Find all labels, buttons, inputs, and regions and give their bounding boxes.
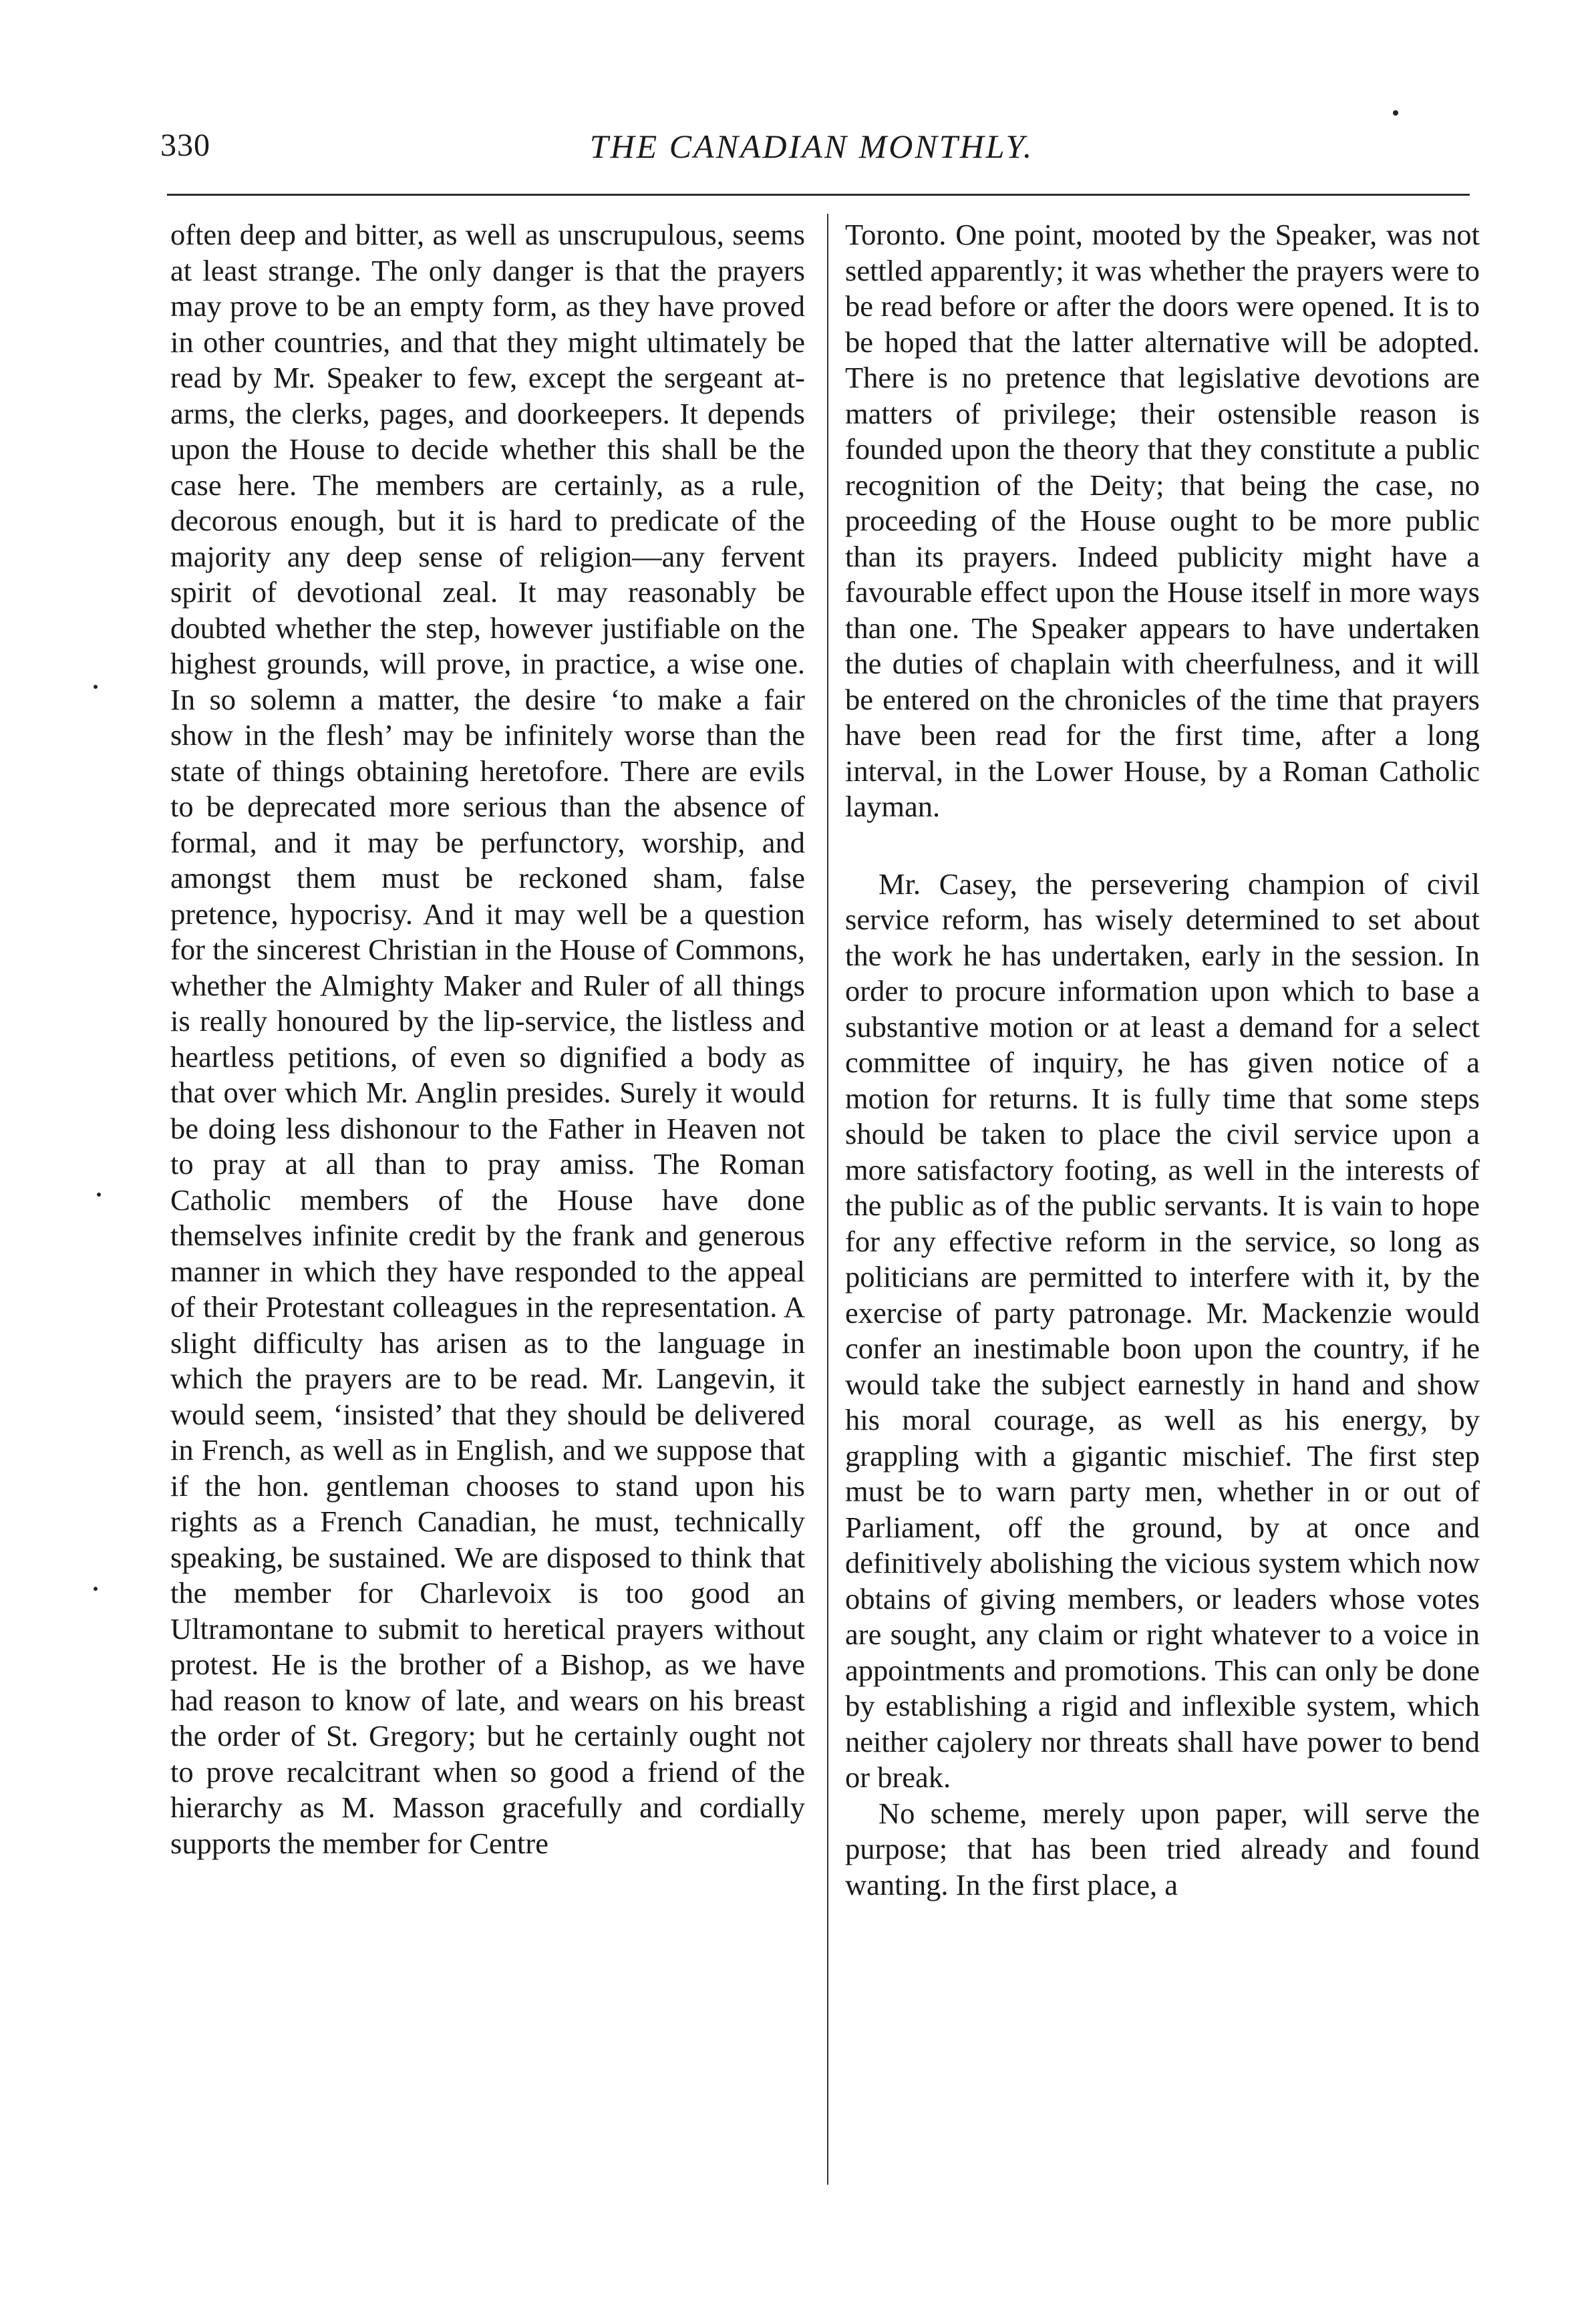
journal-title: THE CANADIAN MONTHLY. bbox=[589, 128, 1034, 165]
right-paragraph-2: Mr. Casey, the persevering champion of civil service reform, has wisely determined to set about the work he has undertaken, early in the session. In order to procure information upon which to base a substantive motion or at least a demand for a select committee of inquiry, he has given notice of a motion for returns. It is fully time that some steps should be taken to place the civil service upon a more satisfactory footing, as well in the interests of the public as of the public servants. It is vain to hope for any effective reform in the service, so long as politicians are permitted to interfere with it, by the exercise of party patronage. Mr. Mackenzie would confer an inestimable boon upon the country, if he would take the subject earnestly in hand and show his moral courage, as well as his energy, by grappling with a gigantic mischief. The first step must be to warn party men, whether in or out of Parliament, off the ground, by at once and definitively abolishing the vicious system which now obtains of giving members, or leaders whose votes are sought, any claim or right whatever to a voice in appointments and promotions. This can only be done by establishing a rigid and inflexible system, which neither cajolery nor threats shall have power to bend or break. bbox=[845, 867, 1480, 1794]
left-paragraph-1: often deep and bitter, as well as unscrupulous, seems at least strange. The only danger is that the prayers may prove to be an empty form, as they have proved in other countries, and that they might ultimately be read by Mr. Speaker to few, except the sergeant at-arms, the clerks, pages, and doorkeepers. It depends upon the House to decide whether this shall be the case here. The members are certainly, as a rule, decorous enough, but it is hard to predicate of the majority any deep sense of religion—any fervent spirit of devotional zeal. It may reasonably be doubted whether the step, however justifiable on the highest grounds, will prove, in practice, a wise one. In so solemn a matter, the desire ‘to make a fair show in the flesh’ may be infinitely worse than the state of things obtaining heretofore. There are evils to be deprecated more serious than the absence of formal, and it may be perfunctory, worship, and amongst them must be reckoned sham, false pretence, hypocrisy. And it may well be a question for the sincerest Christian in the House of Commons, whether the Almighty Maker and Ruler of all things is really honoured by the lip-service, the listless and heartless petitions, of even so dignified a body as that over which Mr. Anglin presides. Surely it would be doing less dishonour to the Father in Heaven not to pray at all than to pray amiss. The Roman Catholic members of the House have done themselves infinite credit by the frank and generous manner in which they have responded to the appeal of their Protestant colleagues in the representation. A slight difficulty has arisen as to the language in which the prayers are to be read. Mr. Langevin, it would seem, ‘insisted’ that they should be delivered in French, as well as in English, and we suppose that if the hon. gentleman chooses to stand upon his rights as a French Canadian, he must, technically speaking, be sustained. We are disposed to think that the member for Charlevoix is too good an Ultramontane to submit to heretical prayers without protest. He is the brother of a Bishop, as we have had reason to know of late, and wears on his breast the order of St. Gregory; but he certainly ought not to prove recalcitrant when so good a friend of the hierarchy as M. Masson gracefully and cordially supports the member for Centre bbox=[170, 218, 805, 1860]
left-column bbox=[170, 217, 805, 1861]
page-header bbox=[160, 127, 1463, 180]
ink-speck bbox=[94, 1587, 98, 1591]
column-divider bbox=[827, 214, 828, 2185]
ink-speck bbox=[1393, 110, 1398, 116]
right-paragraph-1: Toronto. One point, mooted by the Speaker, was not settled apparently; it was whether the prayers were to be read before or after the doors were opened. It is to be hoped that the latter alternative will be adopted. There is no pretence that legislative devotions are matters of privilege; their ostensible reason is founded upon the theory that they constitute a public recognition of the Deity; that being the case, no proceeding of the House ought to be more public than its prayers. Indeed publicity might have a favourable effect upon the House itself in more ways than one. The Speaker appears to have undertaken the duties of chaplain with cheerfulness, and it will be entered on the chronicles of the time that prayers have been read for the first time, after a long interval, in the Lower House, by a Roman Catholic layman. bbox=[845, 218, 1480, 823]
paragraph-gap bbox=[845, 825, 1480, 867]
header-rule bbox=[167, 194, 1470, 196]
ink-speck bbox=[97, 1193, 101, 1197]
page-number: 330 bbox=[160, 128, 210, 163]
ink-speck bbox=[94, 685, 98, 689]
right-column bbox=[845, 217, 1480, 1903]
right-paragraph-3: No scheme, merely upon paper, will serve the purpose; that has been tried already and found wanting. In the first place, a bbox=[845, 1796, 1480, 1901]
